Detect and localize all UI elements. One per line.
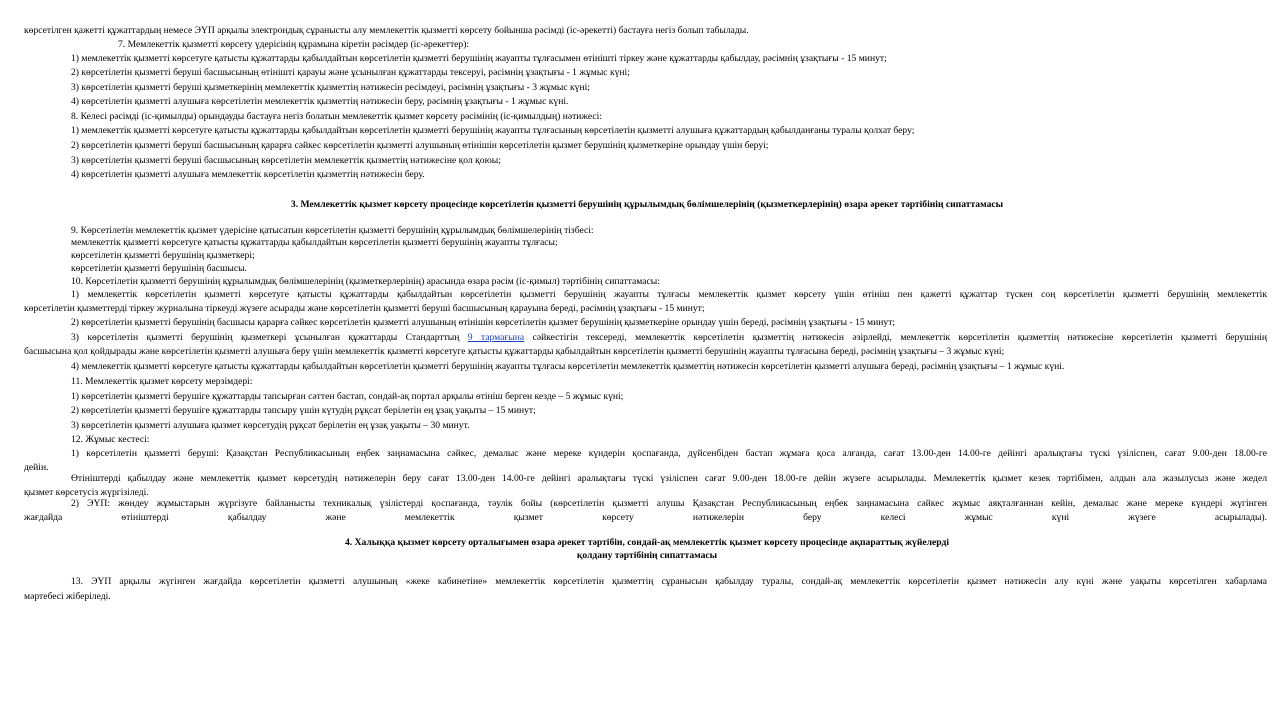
list-item-12-1-cont: дейін. (24, 462, 49, 473)
paragraph-12-1-detail: Өтініштерді қабылдау және мемлекеттік қызмет көрсетудің нәтижелерін беру сағат 13.00-ден 14.00-ге дейінгі аралықтағы түскі үзіліспен сағат 9.00-ден 18.00-ге дейін жүзеге асырылады. Мемлекеттік қызмет кезек тәртібімен, алдын ала жазылусыз және жедел (71, 473, 1267, 484)
list-item-10-2: 2) көрсетілетін қызметті берушінің басшысы қарарға сәйкес көрсетілетін қызметті алушының өтінішін көрсетілетін қызмет берушінің қызметкеріне орындау үшін береді, рәсімнің ұзақтығы - 15 минут; (71, 317, 896, 328)
paragraph-8: 8. Келесі рәсімді (іс-қимылды) орындауды бастауға негіз болатын мемлекеттік қызмет көрсету рәсімінің (іс-қимылдың) нәтижесі: (71, 111, 603, 122)
list-item-10-3-text-cont: сәйкестігін тексереді, мемлекеттік көрсетілетін қызметтің нәтижесін әзірлейді, мемлекеттік көрсетілетін қызметтің нәтижесіне көрсетілетін қызметті берушінің (524, 332, 1267, 343)
paragraph-7: 7. Мемлекеттік қызметті көрсету үдерісінің құрамына кіретін рәсімдер (іс-әрекеттер): (118, 39, 470, 50)
list-item-10-4: 4) мемлекеттік қызметті көрсетуге қатысты құжаттарды қабылдайтын көрсетілетін қызметті берушінің жауапты тұлғасы көрсетілетін мемлекеттік қызметтің нәтижесін көрсетілетін қызметті алушыға береді, рәсімнің ұзақтығы – 1 жұмыс күні. (71, 361, 1065, 372)
paragraph-12: 12. Жұмыс кестесі: (71, 434, 150, 445)
paragraph-10: 10. Көрсетілетін қызметті берушінің құрылымдық бөлімшелерінің (қызметкерлерінің) арасында өзара рәсім (іс-қимыл) тәртібінің сипаттамасы: (71, 276, 660, 287)
list-item-9-c: көрсетілетін қызметті берушінің басшысы. (71, 263, 247, 274)
paragraph-9: 9. Көрсетілетін мемлекеттік қызмет үдерісіне қатысатын көрсетілетін қызметті берушінің құрылымдық бөлімшелерінің тізбесі: (71, 225, 594, 236)
list-item-12-1: 1) көрсетілетін қызметті беруші: Қазақстан Республикасының еңбек заңнамасына сәйкес, демалыс және мереке күндерін қоспағанда, дүйсенбіден бастап жұмаға қоса алғанда, сағат 13.00-ден 14.00-ге дейінгі аралықтағы түскі үзіліспен, сағат 9.00-ден 18.00-ге (71, 448, 1267, 459)
standard-clause-9-link[interactable]: 9 тармағына (467, 332, 525, 343)
list-item-10-1-cont: көрсетілетін қызметтерді тіркеу журналына тіркеуді жүзеге асырады және көрсетілетін қызметті беруші басшысының қарауына береді, рәсімнің ұзақтығы - 15 минут; (24, 303, 705, 314)
list-item-12-2: 2) ЭҮП: жөндеу жұмыстарын жүргізуге байланысты техникалық үзілістерді қоспағанда, тәулік бойы (көрсетілетін қызметті алушы Қазақстан Республикасының еңбек заңнамасына сәйкес жұмыс аяқталғаннан кейін, демалыс және мереке күндері жүгінген (71, 498, 1267, 509)
list-item-8-3: 3) көрсетілетін қызметті беруші басшысының көрсетілетін мемлекеттік қызметтің нәтижесіне қол қоюы; (71, 155, 501, 166)
section-heading-3: 3. Мемлекеттік қызмет көрсету процесінде көрсетілетін қызметті берушінің құрылымдық бөлімшелерінің (қызметкерлерінің) өзара әрекет тәртібінің сипаттамасы (290, 199, 1004, 210)
list-item-7-2: 2) көрсетілетін қызметті беруші басшысының өтінішті қарауы және ұсынылған құжаттарды тексеруі, рәсімнің ұзақтығы - 1 жұмыс күні; (71, 67, 630, 78)
list-item-11-2: 2) көрсетілетін қызметті берушіге құжаттарды тапсыру үшін күтудің рұқсат берілетін ең ұзақ уақыты – 15 минут; (71, 405, 536, 416)
list-item-10-3-text: 3) көрсетілетін қызметті берушінің қызметкері ұсынылған құжаттарды Стандарттың (71, 332, 468, 343)
list-item-11-1: 1) көрсетілетін қызметті берушіге құжаттарды тапсырған сәттен бастап, сондай-ақ портал арқылы өтініш берген кезде – 5 жұмыс күні; (71, 391, 624, 402)
list-item-8-1: 1) мемлекеттік қызметті көрсетуге қатысты құжаттарды қабылдайтын көрсетілетін қызметті берушінің жауапты тұлғасының көрсетілетін қызметті алушыға құжаттардың қабылданғаны туралы қолхат беру; (71, 125, 915, 136)
list-item-7-4: 4) көрсетілетін қызметті алушыға көрсетілетін мемлекеттік қызметтің нәтижесін беру, рәсімнің ұзақтығы - 1 жұмыс күні. (71, 96, 569, 107)
list-item-8-2: 2) көрсетілетін қызметті беруші басшысының қарарға сәйкес көрсетілетін қызметті алушының өтінішін көрсетілетін қызмет берушінің қызметкеріне орындау үшін беруі; (71, 140, 769, 151)
section-heading-4-line-2: қолдану тәртібінің сипаттамасы (576, 550, 718, 561)
list-item-9-a: мемлекеттік қызметті көрсетуге қатысты құжаттарды қабылдайтын көрсетілетін қызметті берушінің жауапты тұлғасы; (71, 237, 558, 248)
paragraph-12-1-detail-cont: қызмет көрсетусіз жүргізіледі. (24, 487, 149, 498)
paragraph-intro: көрсетілген қажетті құжаттардың немесе ЭҮП арқылы электрондық сұранысты алу мемлекеттік қызметті көрсету бойынша рәсімді (іс-әрекетті) бастауға негіз болып табылады. (24, 25, 749, 36)
section-heading-4-line-1: 4. Халыққа қызмет көрсету орталығымен өзара әрекет тәртібін, сондай-ақ мемлекеттік қызмет көрсету процесінде ақпараттық жүйелерді (345, 537, 949, 548)
list-item-7-1: 1) мемлекеттік қызметті көрсетуге қатысты құжаттарды қабылдайтын көрсетілетін қызметті берушінің жауапты тұлғасымен өтінішті тіркеу және құжаттарды қабылдау, рәсімнің ұзақтығы - 15 минут; (71, 53, 887, 64)
list-item-12-2-cont: жағдайда өтініштерді қабылдау және мемлекеттік қызмет көрсету нәтижелерін беру келесі жұмыс күні жүзеге асырылады). (24, 512, 1267, 523)
list-item-10-3-cont: басшысына қол қойдырады және көрсетілетін қызметті алушыға беру үшін мемлекеттік қызметті көрсетуге қатысты құжаттарды қабылдайтын көрсетілетін қызметті берушінің жауапты тұлғасына береді, рәсімнің ұзақтығы – 3 жұмыс күні; (24, 346, 1005, 357)
paragraph-13-cont: мәртебесі жіберіледі. (24, 591, 111, 602)
list-item-10-3 (71, 331, 1267, 346)
list-item-10-1: 1) мемлекеттік көрсетілетін қызметті көрсетуге қатысты құжаттарды қабылдайтын көрсетілетін қызметті берушінің жауапты тұлғасы мемлекеттік қызмет көрсету үшін өтініш пен қажетті құжаттар түскен соң көрсетілетін қызметті берушінің мемлекеттік (71, 289, 1267, 300)
paragraph-11: 11. Мемлекеттік қызмет көрсету мерзімдері: (71, 376, 253, 387)
list-item-11-3: 3) көрсетілетін қызметті алушыға қызмет көрсетудің рұқсат берілетін ең ұзақ уақыты – 30 минут. (71, 420, 470, 431)
paragraph-13: 13. ЭҮП арқылы жүгінген жағдайда көрсетілетін қызметті алушының «жеке кабинетіне» мемлекеттік көрсетілетін қызметтің сұранысын қабылдау туралы, сондай-ақ мемлекеттік көрсетілетін қызмет нәтижесін алу күні және уақыты көрсетілген хабарлама (71, 576, 1267, 587)
list-item-7-3: 3) көрсетілетін қызметті беруші қызметкерінің мемлекеттік қызметтің нәтижесін ресімдеуі, рәсімнің ұзақтығы - 3 жұмыс күні; (71, 82, 590, 93)
list-item-9-b: көрсетілетін қызметті берушінің қызметкері; (71, 250, 255, 261)
list-item-8-4: 4) көрсетілетін қызметті алушыға мемлекеттік көрсетілетін қызметтің нәтижесін беру. (71, 169, 425, 180)
